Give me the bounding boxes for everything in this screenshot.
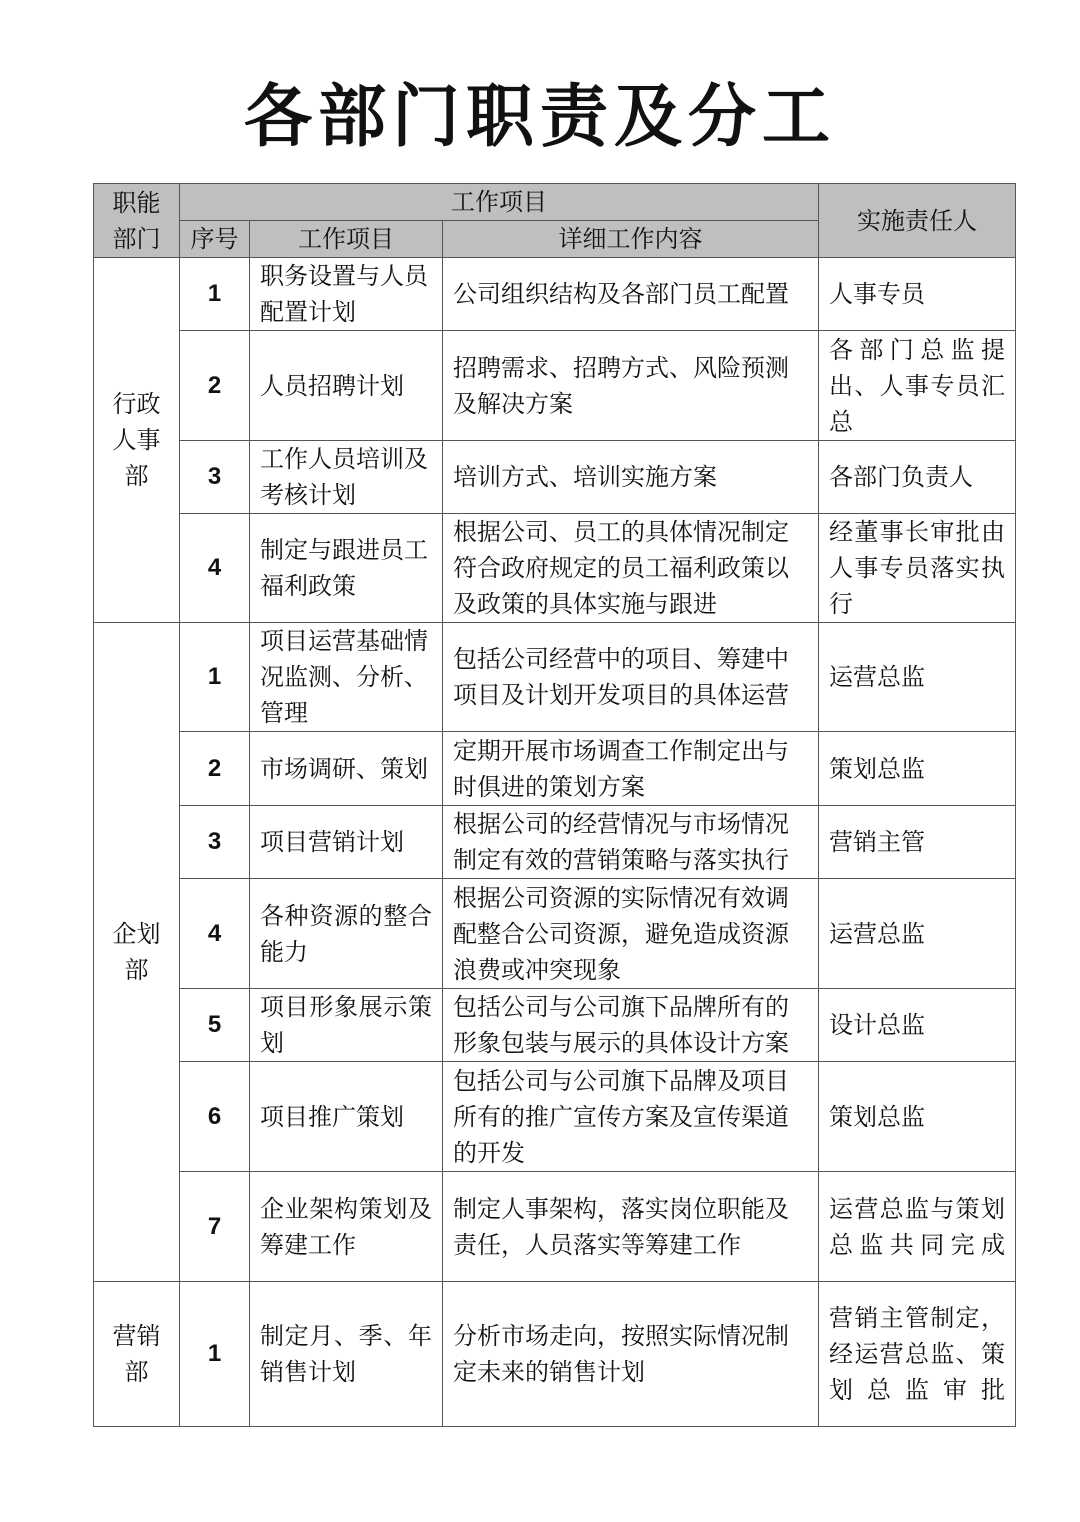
row-owner: 各部门负责人 <box>819 441 1016 514</box>
row-item: 职务设置与人员配置计划 <box>250 258 443 331</box>
row-no: 1 <box>180 1282 250 1427</box>
row-no: 1 <box>180 623 250 732</box>
row-detail: 根据公司、员工的具体情况制定符合政府规定的员工福利政策以及政策的具体实施与跟进 <box>443 514 819 623</box>
row-no: 3 <box>180 806 250 879</box>
row-item: 项目营销计划 <box>250 806 443 879</box>
row-detail: 制定人事架构，落实岗位职能及责任，人员落实等筹建工作 <box>443 1172 819 1282</box>
header-dept: 职能部门 <box>94 184 180 258</box>
row-detail: 分析市场走向，按照实际情况制定未来的销售计划 <box>443 1282 819 1427</box>
header-group: 工作项目 <box>180 184 819 221</box>
row-item: 工作人员培训及考核计划 <box>250 441 443 514</box>
row-owner: 运营总监 <box>819 879 1016 989</box>
row-owner: 人事专员 <box>819 258 1016 331</box>
row-detail: 公司组织结构及各部门员工配置 <box>443 258 819 331</box>
header-item: 工作项目 <box>250 221 443 258</box>
table-row <box>94 732 1016 806</box>
header-detail: 详细工作内容 <box>443 221 819 258</box>
table-row <box>94 1282 1016 1427</box>
row-item: 制定月、季、年销售计划 <box>250 1282 443 1427</box>
table-row <box>94 623 1016 732</box>
row-item: 各种资源的整合能力 <box>250 879 443 989</box>
row-detail: 定期开展市场调查工作制定出与时俱进的策划方案 <box>443 732 819 806</box>
table-row <box>94 514 1016 623</box>
table-row <box>94 1172 1016 1282</box>
row-owner: 营销主管 <box>819 806 1016 879</box>
row-detail: 根据公司资源的实际情况有效调配整合公司资源，避免造成资源浪费或冲突现象 <box>443 879 819 989</box>
row-item: 制定与跟进员工福利政策 <box>250 514 443 623</box>
row-item: 市场调研、策划 <box>250 732 443 806</box>
row-owner: 各部门总监提出、人事专员汇总 <box>819 331 1016 441</box>
duty-table <box>93 183 1016 1427</box>
header-no: 序号 <box>180 221 250 258</box>
table-row <box>94 331 1016 441</box>
dept-name: 企划部 <box>94 623 180 1282</box>
row-item: 项目形象展示策划 <box>250 989 443 1062</box>
row-no: 4 <box>180 879 250 989</box>
row-item: 项目推广策划 <box>250 1062 443 1172</box>
row-item: 项目运营基础情况监测、分析、管理 <box>250 623 443 732</box>
row-no: 2 <box>180 732 250 806</box>
table-row <box>94 441 1016 514</box>
row-no: 7 <box>180 1172 250 1282</box>
header-owner: 实施责任人 <box>819 184 1016 258</box>
row-detail: 包括公司经营中的项目、筹建中项目及计划开发项目的具体运营 <box>443 623 819 732</box>
row-item: 企业架构策划及筹建工作 <box>250 1172 443 1282</box>
row-owner: 运营总监与策划总监共同完成 <box>819 1172 1016 1282</box>
row-item: 人员招聘计划 <box>250 331 443 441</box>
table-row <box>94 258 1016 331</box>
row-no: 4 <box>180 514 250 623</box>
table-row <box>94 1062 1016 1172</box>
row-no: 1 <box>180 258 250 331</box>
row-detail: 包括公司与公司旗下品牌及项目所有的推广宣传方案及宣传渠道的开发 <box>443 1062 819 1172</box>
table-row <box>94 806 1016 879</box>
row-owner: 运营总监 <box>819 623 1016 732</box>
row-owner: 营销主管制定，经运营总监、策划总监审批 <box>819 1282 1016 1427</box>
row-detail: 根据公司的经营情况与市场情况制定有效的营销策略与落实执行 <box>443 806 819 879</box>
row-detail: 包括公司与公司旗下品牌所有的形象包装与展示的具体设计方案 <box>443 989 819 1062</box>
table-row <box>94 879 1016 989</box>
page-title: 各部门职责及分工 <box>243 78 836 157</box>
table-row <box>94 989 1016 1062</box>
row-owner: 经董事长审批由人事专员落实执行 <box>819 514 1016 623</box>
row-no: 3 <box>180 441 250 514</box>
row-no: 6 <box>180 1062 250 1172</box>
row-detail: 招聘需求、招聘方式、风险预测及解决方案 <box>443 331 819 441</box>
dept-name: 营销部 <box>94 1282 180 1427</box>
dept-name: 行政人事部 <box>94 258 180 623</box>
row-owner: 策划总监 <box>819 732 1016 806</box>
row-no: 2 <box>180 331 250 441</box>
row-owner: 设计总监 <box>819 989 1016 1062</box>
row-detail: 培训方式、培训实施方案 <box>443 441 819 514</box>
row-owner: 策划总监 <box>819 1062 1016 1172</box>
row-no: 5 <box>180 989 250 1062</box>
